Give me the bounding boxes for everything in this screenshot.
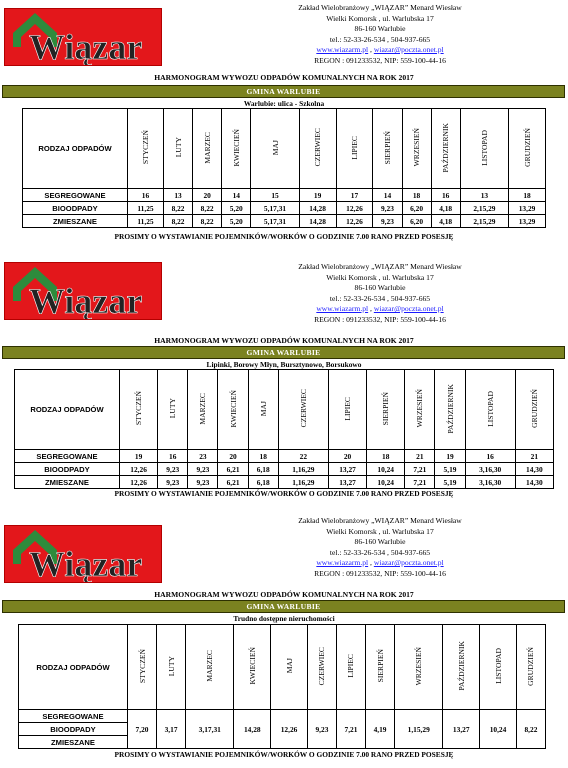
pickup-dates: 8,22	[163, 215, 192, 228]
month-header	[516, 625, 545, 710]
table-header-row	[19, 625, 546, 710]
month-label: MAJ	[270, 139, 280, 156]
pickup-dates: 9,23	[373, 215, 402, 228]
pickup-dates: 14,28	[299, 202, 336, 215]
pickup-dates: 4,18	[431, 202, 460, 215]
month-header	[188, 370, 218, 450]
pickup-dates: 14,30	[515, 476, 553, 489]
month-label: SIERPIEŃ	[381, 391, 391, 426]
month-header	[157, 625, 186, 710]
pickup-dates: 4,19	[366, 710, 395, 749]
company-name: Zakład Wielobranżowy „WIĄZAR” Menard Wiesław	[298, 516, 462, 525]
month-label: WRZESIEŃ	[412, 128, 422, 167]
pickup-dates: 14,30	[515, 463, 553, 476]
pickup-dates: 10,24	[367, 476, 405, 489]
pickup-dates: 6,18	[248, 463, 278, 476]
month-label: GRUDZIEŃ	[522, 128, 532, 167]
pickup-dates: 12,26	[120, 463, 158, 476]
pickup-dates: 13,27	[328, 476, 366, 489]
waste-type-label: BIOODPADY	[23, 202, 128, 215]
wiazar-logo	[4, 262, 162, 320]
company-postcode: 86-160 Warlubie	[354, 283, 406, 292]
month-label: LIPIEC	[343, 396, 353, 421]
pickup-dates: 9,23	[158, 463, 188, 476]
month-header	[163, 109, 192, 189]
month-header	[307, 625, 336, 710]
pickup-dates: 15	[251, 189, 299, 202]
pickup-dates: 3,16,30	[465, 476, 515, 489]
pickup-dates: 19	[120, 450, 158, 463]
pickup-dates: 1,16,29	[278, 463, 328, 476]
month-header	[480, 625, 517, 710]
month-label: LIPIEC	[349, 135, 359, 160]
pickup-dates: 14	[222, 189, 251, 202]
company-regon: REGON : 091233532, NIP: 559-100-44-16	[314, 55, 446, 65]
website-link[interactable]: www.wiazarm.pl	[316, 558, 369, 567]
pickup-dates: 7,21	[405, 463, 435, 476]
pickup-dates: 8,22	[516, 710, 545, 749]
rodzaj-header: RODZAJ ODPADÓW	[19, 625, 128, 710]
wiazar-logo-icon	[5, 9, 162, 66]
month-header	[128, 625, 157, 710]
pickup-dates: 13,27	[328, 463, 366, 476]
waste-type-label: SEGREGOWANE	[23, 189, 128, 202]
pickup-dates: 21	[405, 450, 435, 463]
pickup-dates: 2,15,29	[460, 215, 508, 228]
month-header	[509, 109, 546, 189]
table-header-row	[15, 370, 554, 450]
pickup-dates: 3,16,30	[465, 463, 515, 476]
pickup-dates: 13	[163, 189, 192, 202]
table-row	[15, 450, 554, 463]
wiazar-logo-icon	[5, 526, 162, 583]
pickup-dates: 11,25	[128, 202, 164, 215]
month-header	[336, 625, 365, 710]
month-label: LUTY	[168, 398, 178, 419]
pickup-dates: 12,26	[120, 476, 158, 489]
schedule-table	[14, 369, 554, 489]
pickup-dates: 23	[188, 450, 218, 463]
month-header	[460, 109, 508, 189]
wiazar-logo	[4, 8, 162, 66]
company-name: Zakład Wielobranżowy „WIĄZAR” Menard Wiesław	[298, 3, 462, 12]
company-address: Wielki Komorsk , ul. Warlubska 17	[326, 526, 434, 536]
month-label: GRUDZIEŃ	[526, 646, 536, 686]
month-header	[222, 109, 251, 189]
month-header	[465, 370, 515, 450]
svg-text:Wiązar: Wiązar	[29, 281, 143, 321]
waste-type-label: SEGREGOWANE	[15, 450, 120, 463]
pickup-dates: 9,23	[188, 476, 218, 489]
pickup-dates: 7,21	[405, 476, 435, 489]
month-header	[336, 109, 373, 189]
month-label: PAŹDZIERNIK	[445, 383, 455, 434]
gmina-banner: GMINA WARLUBIE	[2, 600, 565, 613]
month-label: WRZESIEŃ	[414, 646, 424, 686]
pickup-dates: 10,24	[367, 463, 405, 476]
pickup-dates: 16	[128, 189, 164, 202]
pickup-dates: 6,21	[218, 463, 248, 476]
table-row	[19, 710, 546, 723]
month-label: CZERWIEC	[298, 389, 308, 428]
month-header	[271, 625, 308, 710]
pickup-dates: 13,27	[443, 710, 480, 749]
company-phone: tel.: 52-33-26-534 , 504-937-665	[329, 547, 431, 557]
svg-text:Wiązar: Wiązar	[29, 544, 143, 584]
pickup-dates: 8,22	[193, 215, 222, 228]
month-header	[120, 370, 158, 450]
pickup-dates: 5,17,31	[251, 202, 299, 215]
pickup-dates: 8,22	[193, 202, 222, 215]
company-regon: REGON : 091233532, NIP: 559-100-44-16	[314, 314, 446, 324]
schedule-table	[18, 624, 546, 749]
pickup-dates: 6,21	[218, 476, 248, 489]
pickup-dates: 1,16,29	[278, 476, 328, 489]
schedule-title: HARMONOGRAM WYWOZU ODPADÓW KOMUNALNYCH NA ROK 2017	[154, 590, 414, 599]
month-header	[366, 625, 395, 710]
pickup-dates: 20	[328, 450, 366, 463]
email-link[interactable]: wiazar@poczta.onet.pl	[373, 558, 444, 567]
month-label: MARZEC	[198, 392, 208, 425]
pickup-dates: 20	[193, 189, 222, 202]
email-link[interactable]: wiazar@poczta.onet.pl	[373, 304, 444, 313]
table-row	[15, 476, 554, 489]
month-label: LUTY	[166, 655, 176, 677]
schedule-table	[22, 108, 546, 228]
pickup-dates: 11,25	[128, 215, 164, 228]
company-phone: tel.: 52-33-26-534 , 504-937-665	[329, 34, 431, 44]
gmina-banner: GMINA WARLUBIE	[2, 346, 565, 359]
pickup-dates: 13,29	[509, 202, 546, 215]
pickup-dates: 6,18	[248, 476, 278, 489]
pickup-dates: 19	[435, 450, 465, 463]
table-header-row	[23, 109, 546, 189]
pickup-dates: 8,22	[163, 202, 192, 215]
website-link[interactable]: www.wiazarm.pl	[316, 45, 369, 54]
pickup-dates: 12,26	[271, 710, 308, 749]
month-header	[405, 370, 435, 450]
rodzaj-header: RODZAJ ODPADÓW	[23, 109, 128, 189]
company-name: Zakład Wielobranżowy „WIĄZAR” Menard Wiesław	[298, 262, 462, 271]
pickup-dates: 22	[278, 450, 328, 463]
pickup-dates: 18	[402, 189, 431, 202]
pickup-dates: 17	[336, 189, 373, 202]
month-label: WRZESIEŃ	[415, 389, 425, 428]
month-header	[278, 370, 328, 450]
pickup-dates: 4,18	[431, 215, 460, 228]
month-header	[218, 370, 248, 450]
month-header	[367, 370, 405, 450]
month-label: STYCZEŃ	[140, 130, 150, 165]
pickup-dates: 5,19	[435, 476, 465, 489]
month-header	[328, 370, 366, 450]
pickup-dates: 20	[218, 450, 248, 463]
month-label: MAJ	[284, 658, 294, 674]
pickup-dates: 3,17	[157, 710, 186, 749]
company-postcode: 86-160 Warlubie	[354, 537, 406, 546]
company-address: Wielki Komorsk , ul. Warlubska 17	[326, 13, 434, 23]
month-label: LUTY	[173, 137, 183, 158]
waste-type-label: ZMIESZANE	[19, 736, 128, 749]
pickup-dates: 16	[158, 450, 188, 463]
month-header	[443, 625, 480, 710]
month-label: GRUDZIEŃ	[529, 389, 539, 428]
month-header	[158, 370, 188, 450]
waste-type-label: ZMIESZANE	[15, 476, 120, 489]
schedule-title: HARMONOGRAM WYWOZU ODPADÓW KOMUNALNYCH NA ROK 2017	[154, 336, 414, 345]
month-header	[402, 109, 431, 189]
pickup-dates: 6,20	[402, 215, 431, 228]
month-label: LISTOPAD	[479, 129, 489, 166]
footer-note: PROSIMY O WYSTAWIANIE POJEMNIKÓW/WORKÓW O GODZINIE 7.00 RANO PRZED POSESJĘ	[114, 232, 454, 241]
waste-type-label: ZMIESZANE	[23, 215, 128, 228]
month-header	[431, 109, 460, 189]
month-label: PAŹDZIERNIK	[456, 641, 466, 691]
pickup-dates: 18	[509, 189, 546, 202]
svg-text:Wiązar: Wiązar	[29, 27, 143, 67]
month-header	[395, 625, 443, 710]
company-info	[230, 516, 530, 579]
waste-type-label: BIOODPADY	[19, 723, 128, 736]
company-phone: tel.: 52-33-26-534 , 504-937-665	[329, 293, 431, 303]
table-row	[23, 202, 546, 215]
pickup-dates: 9,23	[158, 476, 188, 489]
month-header	[251, 109, 299, 189]
month-header	[234, 625, 271, 710]
month-label: MARZEC	[205, 650, 215, 682]
company-postcode: 86-160 Warlubie	[354, 24, 406, 33]
footer-note: PROSIMY O WYSTAWIANIE POJEMNIKÓW/WORKÓW O GODZINIE 7.00 RANO PRZED POSESJĘ	[114, 489, 454, 498]
month-label: SIERPIEŃ	[382, 130, 392, 165]
waste-type-label: BIOODPADY	[15, 463, 120, 476]
pickup-dates: 5,20	[222, 202, 251, 215]
pickup-dates: 19	[299, 189, 336, 202]
month-header	[186, 625, 234, 710]
month-label: STYCZEŃ	[137, 648, 147, 684]
pickup-dates: 7,20	[128, 710, 157, 749]
pickup-dates: 3,17,31	[186, 710, 234, 749]
street-label: Warlubie: ulica - Szkolna	[243, 99, 325, 108]
pickup-dates: 14,28	[234, 710, 271, 749]
table-row	[15, 463, 554, 476]
month-label: SIERPIEŃ	[375, 649, 385, 683]
pickup-dates: 9,23	[373, 202, 402, 215]
street-label: Trudno dostępne nieruchomości	[233, 614, 335, 623]
pickup-dates: 14,28	[299, 215, 336, 228]
pickup-dates: 16	[431, 189, 460, 202]
pickup-dates: 16	[465, 450, 515, 463]
pickup-dates: 21	[515, 450, 553, 463]
company-regon: REGON : 091233532, NIP: 559-100-44-16	[314, 568, 446, 578]
pickup-dates: 6,20	[402, 202, 431, 215]
table-row	[23, 215, 546, 228]
pickup-dates: 12,26	[336, 202, 373, 215]
rodzaj-header: RODZAJ ODPADÓW	[15, 370, 120, 450]
month-label: PAŹDZIERNIK	[441, 122, 451, 173]
company-contacts: www.wiazarm.pl , wiazar@poczta.onet.pl	[316, 304, 444, 313]
month-label: KWIECIEŃ	[247, 647, 257, 685]
month-label: KWIECIEŃ	[231, 128, 241, 167]
company-contacts: www.wiazarm.pl , wiazar@poczta.onet.pl	[316, 558, 444, 567]
month-label: LISTOPAD	[485, 390, 495, 427]
month-header	[248, 370, 278, 450]
company-contacts: www.wiazarm.pl , wiazar@poczta.onet.pl	[316, 45, 444, 54]
month-label: LISTOPAD	[493, 648, 503, 684]
schedule-title: HARMONOGRAM WYWOZU ODPADÓW KOMUNALNYCH NA ROK 2017	[154, 73, 414, 82]
month-label: CZERWIEC	[313, 128, 323, 167]
month-label: STYCZEŃ	[134, 391, 144, 426]
street-label: Lipinki, Borowy Młyn, Bursztynowo, Borsukowo	[206, 360, 362, 369]
pickup-dates: 2,15,29	[460, 202, 508, 215]
pickup-dates: 18	[367, 450, 405, 463]
company-info	[230, 3, 530, 66]
pickup-dates: 14	[373, 189, 402, 202]
month-header	[515, 370, 553, 450]
footer-note: PROSIMY O WYSTAWIANIE POJEMNIKÓW/WORKÓW O GODZINIE 7.00 RANO PRZED POSESJĘ	[114, 750, 454, 759]
pickup-dates: 5,19	[435, 463, 465, 476]
wiazar-logo	[4, 525, 162, 583]
pickup-dates: 10,24	[480, 710, 517, 749]
month-label: LIPIEC	[346, 654, 356, 678]
table-row	[23, 189, 546, 202]
pickup-dates: 12,26	[336, 215, 373, 228]
month-header	[193, 109, 222, 189]
pickup-dates: 5,17,31	[251, 215, 299, 228]
waste-type-label: SEGREGOWANE	[19, 710, 128, 723]
pickup-dates: 5,20	[222, 215, 251, 228]
website-link[interactable]: www.wiazarm.pl	[316, 304, 369, 313]
email-link[interactable]: wiazar@poczta.onet.pl	[373, 45, 444, 54]
pickup-dates: 9,23	[188, 463, 218, 476]
gmina-banner: GMINA WARLUBIE	[2, 85, 565, 98]
month-header	[435, 370, 465, 450]
pickup-dates: 13,29	[509, 215, 546, 228]
pickup-dates: 9,23	[307, 710, 336, 749]
pickup-dates: 7,21	[336, 710, 365, 749]
wiazar-logo-icon	[5, 263, 162, 320]
month-label: MAJ	[258, 400, 268, 417]
pickup-dates: 13	[460, 189, 508, 202]
month-header	[128, 109, 164, 189]
month-label: KWIECIEŃ	[228, 389, 238, 428]
company-address: Wielki Komorsk , ul. Warlubska 17	[326, 272, 434, 282]
company-info	[230, 262, 530, 325]
pickup-dates: 18	[248, 450, 278, 463]
month-label: MARZEC	[202, 131, 212, 164]
month-header	[373, 109, 402, 189]
pickup-dates: 1,15,29	[395, 710, 443, 749]
month-header	[299, 109, 336, 189]
month-label: CZERWIEC	[317, 646, 327, 686]
